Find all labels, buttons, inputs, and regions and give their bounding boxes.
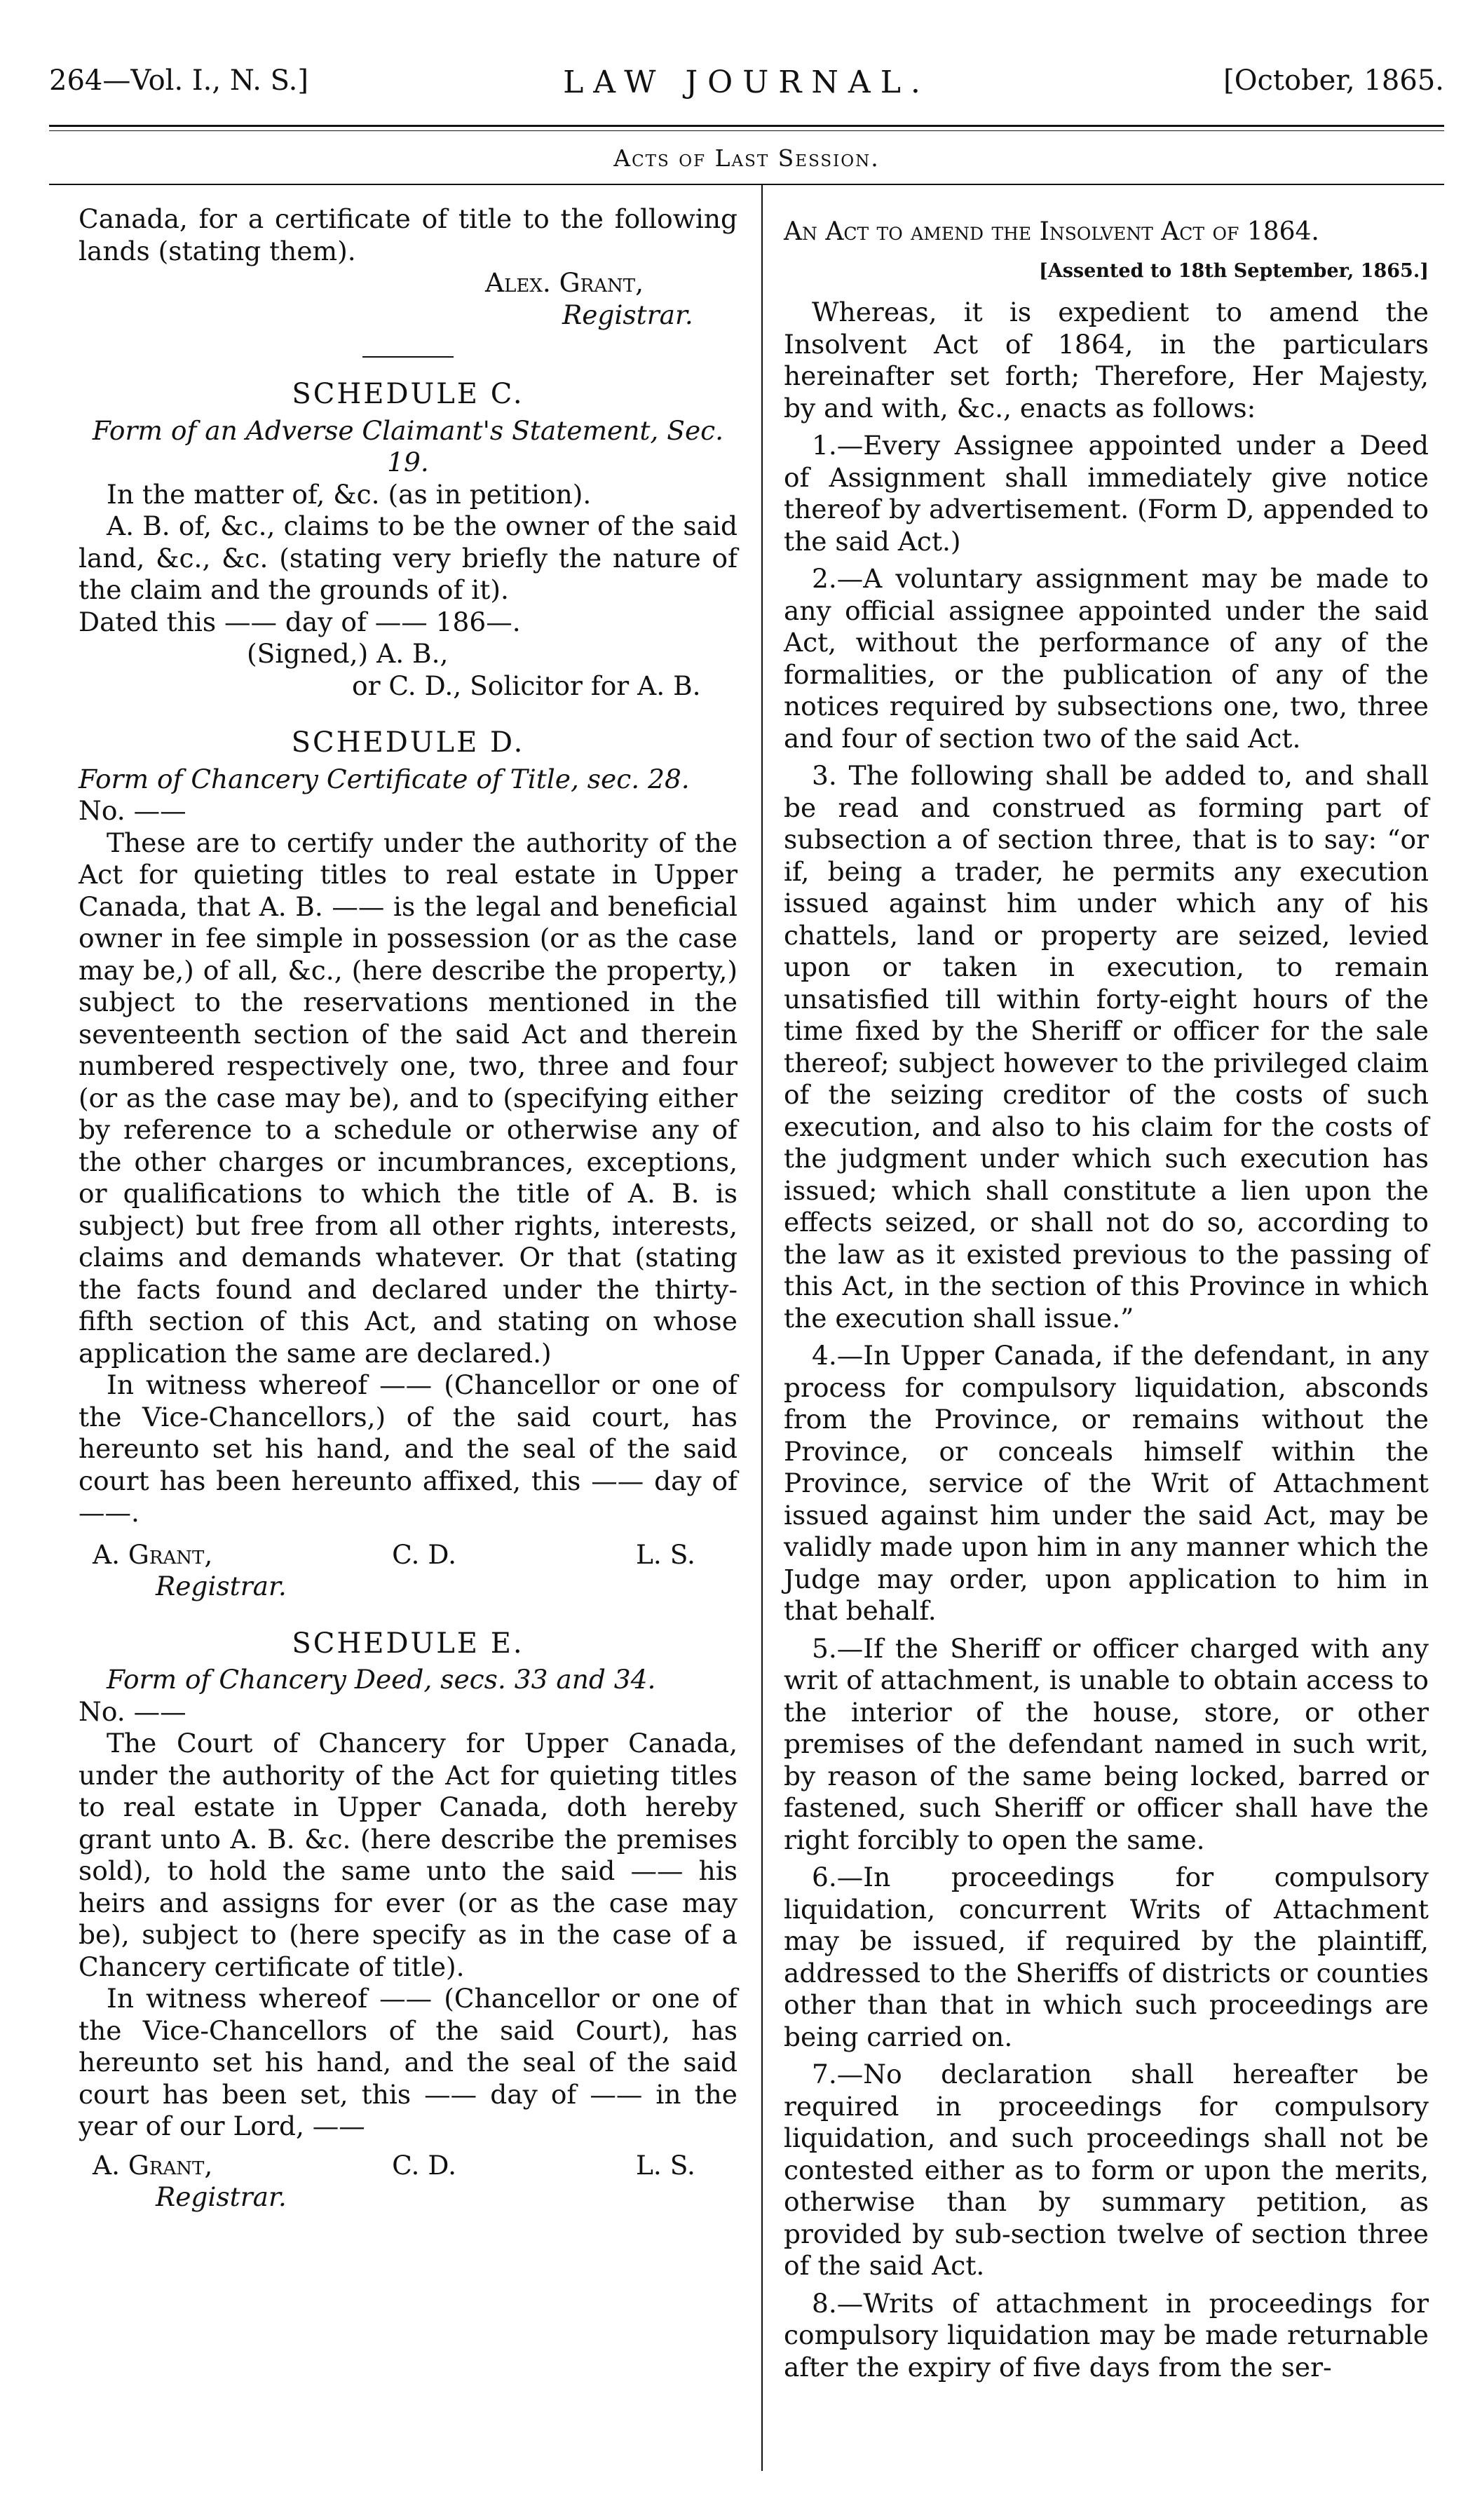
schedule-d-number: No. —— [79, 795, 186, 826]
schedule-e-deed: The Court of Chancery for Upper Canada, under the authority of the Act for quieting titles to real estate in Upper Canada, doth hereby grant unto A. B. &c. (here describe the premises sold), to hold the same unto the said —— his heirs and assigns for ever (or as the case may be), subject to (here specify as in the case of a Chancery certificate of title). [79, 1728, 737, 1982]
header-rule-thin [49, 130, 1444, 131]
schedule-d-sig-grant: A. Grant, [93, 1538, 213, 1570]
schedule-c-form: Form of an Adverse Claimant's Statement, Sec. 19. [92, 414, 724, 477]
act-section-5: 5.—If the Sheriff or officer charged with any writ of attachment, is unable to obtain access to the interior of the house, store, or other premises of the defendant named in such writ, by reason of the same being locked, barred or fastened, such Sheriff or officer shall have the right forcibly to open the same. [784, 1632, 1429, 1855]
schedule-d-signatures [79, 1539, 737, 1571]
schedule-c-claim: A. B. of, &c., claims to be the owner of the said land, &c., &c. (stating very briefly the nature of the claim and the grounds of it). [79, 510, 737, 605]
right-column [784, 203, 1429, 2389]
act-section-3: 3. The following shall be added to, and shall be read and construed as forming part of subsection a of section three, that is to say: “or if, being a trader, he permits any execution issued against him under which any of his chattels, land or property are seized, levied upon or taken in execution, to remain unsatisfied till within forty-eight hours of the time fixed by the Sheriff or officer for the sale thereof; subject however to the privileged claim of the seizing creditor of the costs of such execution, and also to his claim for the costs of the judgment under which such execution has issued; which shall constitute a lien upon the effects seized, or shall not do so, according to the law as it existed previous to the passing of this Act, in the section of this Province in which the execution shall issue.” [784, 760, 1429, 1334]
column-divider [761, 185, 763, 2471]
signature-name: Alex. Grant, [485, 267, 644, 298]
signature-title: Registrar. [562, 299, 693, 330]
page-number-volume: 264—Vol. I., N. S.] [49, 65, 308, 97]
act-section-7: 7.—No declaration shall hereafter be required in proceedings for compulsory liquidation, and such proceedings shall not be contested either as to form or upon the merits, otherwise than by summary petition, as provided by sub-section twelve of section three of the said Act. [784, 2059, 1429, 2281]
journal-title: LAW JOURNAL. [563, 65, 930, 100]
act-title: An Act to amend the Insolvent Act of 1864. [784, 217, 1319, 246]
schedule-d-registrar: Registrar. [156, 1571, 287, 1601]
issue-date: [October, 1865. [1223, 65, 1444, 97]
schedule-c-matter: In the matter of, &c. (as in petition). [107, 478, 592, 510]
act-section-6: 6.—In proceedings for compulsory liquidation, concurrent Writs of Attachment may be issued, if required by the plaintiff, addressed to the Sheriffs of districts or counties other than that in which such proceedings are being carried on. [784, 1862, 1429, 2052]
schedule-c-solicitor: or C. D., Solicitor for A. B. [352, 670, 701, 701]
schedule-e-witness: In witness whereof —— (Chancellor or one of the Vice-Chancellors of the said Court), has hereunto set his hand, and the seal of the said court has been set, this —— day of —— in the year of our Lord, —— [79, 1983, 737, 2141]
act-preamble: Whereas, it is expedient to amend the Insolvent Act of 1864, in the particulars hereinafter set forth; Therefore, Her Majesty, by and with, &c., enacts as follows: [784, 297, 1429, 424]
schedule-e-signatures [79, 2150, 737, 2182]
act-section-8: 8.—Writs of attachment in proceedings for compulsory liquidation may be made returnable after the expiry of five days from the ser- [784, 2287, 1429, 2383]
schedule-c-heading: SCHEDULE C. [292, 378, 524, 410]
running-header [49, 65, 1444, 114]
act-section-2: 2.—A voluntary assignment may be made to any official assignee appointed under the said Act, without the performance of any of the formalities, or the publication of any of the notices required by subsections one, two, three and four of section two of the said Act. [784, 563, 1429, 754]
schedule-e-form: Form of Chancery Deed, secs. 33 and 34. [107, 1664, 656, 1695]
act-section-1: 1.—Every Assignee appointed under a Deed of Assignment shall immediately give notice thereof by advertisement. (Form D, appended to the said Act.) [784, 430, 1429, 557]
schedule-c-signed: (Signed,) A. B., [247, 638, 449, 669]
schedule-e-number: No. —— [79, 1695, 186, 1727]
short-rule [362, 356, 454, 358]
intro-text: Canada, for a certificate of title to the following lands (stating them). [79, 203, 737, 266]
schedule-e-heading: SCHEDULE E. [292, 1627, 524, 1660]
schedule-d-heading: SCHEDULE D. [291, 726, 525, 759]
schedule-e-sig-cd: C. D. [392, 2149, 457, 2181]
schedule-d-form: Form of Chancery Certificate of Title, sec. 28. [79, 763, 690, 794]
schedule-e-sig-grant: A. Grant, [93, 2149, 213, 2181]
schedule-d-sig-cd: C. D. [392, 1538, 457, 1570]
schedule-e-sig-ls: L. S. [635, 2149, 695, 2181]
schedule-d-certificate: These are to certify under the authority of the Act for quieting titles to real estate in Upper Canada, that A. B. —— is the legal and beneficial owner in fee simple in possession (or as the case may be,) of all, &c., (here describe the property,) subject to the reservations mentioned in the seventeenth section of the said Act and therein numbered respectively one, two, three and four (or as the case may be), and to (specifying either by reference to a schedule or otherwise any of the other charges or incumbrances, exceptions, or qualifications to which the title of A. B. is subject) but free from all other rights, interests, claims and demands whatever. Or that (stating the facts found and declared under the thirty-fifth section of this Act, and stating on whose application the same are declared.) [79, 827, 737, 1369]
act-section-4: 4.—In Upper Canada, if the defendant, in any process for compulsory liquidation, absconds from the Province, or remains without the Province, or conceals himself within the Province, service of the Writ of Attachment issued against him under the said Act, may be validly made upon him in any manner which the Judge may order, upon application to him in that behalf. [784, 1340, 1429, 1626]
section-rule [49, 184, 1444, 185]
schedule-d-witness: In witness whereof —— (Chancellor or one of the Vice-Chancellors,) of the said court, has hereunto set his hand, and the seal of the said court has been hereunto affixed, this —— day of ——. [79, 1369, 737, 1528]
schedule-e-registrar: Registrar. [156, 2181, 287, 2212]
schedule-d-sig-ls: L. S. [635, 1538, 695, 1570]
section-title: Acts of Last Session. [613, 144, 880, 172]
header-rule-thick [49, 125, 1444, 127]
left-column [79, 203, 737, 2214]
schedule-c-dated: Dated this —— day of —— 186—. [79, 606, 521, 637]
assent-date: [Assented to 18th September, 1865.] [1038, 259, 1429, 282]
